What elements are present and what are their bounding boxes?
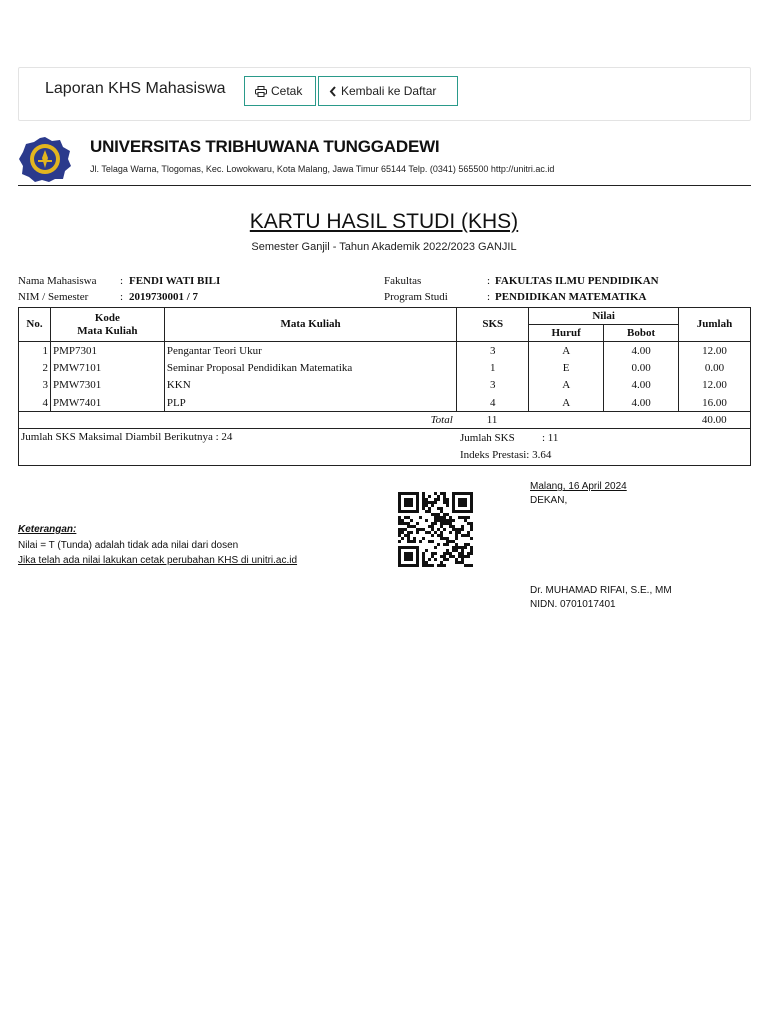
total-sks: 11 bbox=[457, 412, 529, 429]
nim-label: NIM / Semester bbox=[18, 291, 89, 303]
cell-sks: 1 bbox=[457, 359, 529, 377]
cell-sks: 3 bbox=[457, 377, 529, 395]
table-row bbox=[19, 377, 751, 395]
cell-bobot: 4.00 bbox=[604, 394, 679, 412]
cell-mata-kuliah: Pengantar Teori Ukur bbox=[164, 342, 456, 360]
qr-code bbox=[386, 484, 486, 568]
program-label: Program Studi bbox=[384, 291, 448, 303]
cell-kode: PMW7301 bbox=[50, 377, 164, 395]
cell-jumlah: 12.00 bbox=[679, 342, 751, 360]
notes-title: Keterangan: bbox=[18, 524, 77, 535]
header-kode bbox=[50, 308, 164, 342]
print-button[interactable] bbox=[244, 76, 316, 106]
cell-mata-kuliah: KKN bbox=[164, 377, 456, 395]
total-row bbox=[19, 412, 751, 429]
signature-nidn: NIDN. 0701017401 bbox=[530, 599, 616, 610]
cell-kode: PMW7401 bbox=[50, 394, 164, 412]
grades-table bbox=[18, 307, 751, 466]
cell-kode: PMP7301 bbox=[50, 342, 164, 360]
student-name-row bbox=[18, 273, 220, 289]
separator: : bbox=[120, 275, 124, 287]
cell-mata-kuliah: Seminar Proposal Pendidikan Matematika bbox=[164, 359, 456, 377]
student-name-label: Nama Mahasiswa bbox=[18, 275, 97, 287]
header-no: No. bbox=[19, 308, 51, 342]
student-nim-row bbox=[18, 289, 220, 305]
student-info-right bbox=[384, 273, 659, 305]
cell-no: 3 bbox=[19, 377, 51, 395]
cell-mata-kuliah: PLP bbox=[164, 394, 456, 412]
cell-jumlah: 16.00 bbox=[679, 394, 751, 412]
cell-huruf: A bbox=[529, 342, 604, 360]
printer-icon bbox=[255, 86, 267, 97]
cell-no: 2 bbox=[19, 359, 51, 377]
header-mata-kuliah: Mata Kuliah bbox=[164, 308, 456, 342]
cell-bobot: 0.00 bbox=[604, 359, 679, 377]
print-button-label: Cetak bbox=[271, 84, 303, 98]
student-name: FENDI WATI BILI bbox=[129, 275, 221, 287]
cell-sks: 3 bbox=[457, 342, 529, 360]
header-kode-line2: Mata Kuliah bbox=[77, 324, 138, 337]
separator: : bbox=[487, 291, 491, 303]
cell-kode: PMW7101 bbox=[50, 359, 164, 377]
signature-role: DEKAN, bbox=[530, 495, 568, 506]
header-nilai: Nilai bbox=[529, 308, 679, 325]
table-row bbox=[19, 359, 751, 377]
cell-huruf: A bbox=[529, 394, 604, 412]
header-sks: SKS bbox=[457, 308, 529, 342]
cell-bobot: 4.00 bbox=[604, 342, 679, 360]
faculty-label: Fakultas bbox=[384, 275, 422, 287]
document-subtitle: Semester Ganjil - Tahun Akademik 2022/2023 GANJIL bbox=[251, 241, 517, 253]
jumlah-sks-label: Jumlah SKS bbox=[460, 431, 515, 444]
back-button-label: Kembali ke Daftar bbox=[341, 84, 437, 98]
university-address: Jl. Telaga Warna, Tlogomas, Kec. Lowokwaru, Kota Malang, Jawa Timur 65144 Telp. (0341) 565500 http://unitri.ac.id bbox=[90, 164, 555, 174]
separator: : bbox=[120, 291, 124, 303]
document-title: KARTU HASIL STUDI (KHS) bbox=[249, 210, 519, 233]
letterhead bbox=[18, 133, 751, 186]
student-info-left bbox=[18, 273, 220, 305]
header-bobot: Bobot bbox=[604, 325, 679, 342]
table-row bbox=[19, 394, 751, 412]
university-name: UNIVERSITAS TRIBHUWANA TUNGGADEWI bbox=[90, 137, 440, 156]
cell-jumlah: 12.00 bbox=[679, 377, 751, 395]
table-row bbox=[19, 342, 751, 360]
header-jumlah: Jumlah bbox=[679, 308, 751, 342]
jumlah-sks-value: : 11 bbox=[542, 431, 559, 444]
page-title: Laporan KHS Mahasiswa bbox=[45, 80, 226, 97]
table-header-row bbox=[19, 308, 751, 325]
program: PENDIDIKAN MATEMATIKA bbox=[495, 291, 647, 303]
notes-line-1: Nilai = T (Tunda) adalah tidak ada nilai dari dosen bbox=[18, 540, 239, 551]
top-bar bbox=[18, 67, 751, 121]
total-label: Total bbox=[19, 412, 457, 429]
back-to-list-button[interactable] bbox=[318, 76, 458, 106]
program-row bbox=[384, 289, 659, 305]
nim-semester: 2019730001 / 7 bbox=[129, 291, 199, 303]
total-jumlah: 40.00 bbox=[679, 412, 751, 429]
signature-place-date: Malang, 16 April 2024 bbox=[530, 481, 627, 492]
ip-value: : 3.64 bbox=[526, 448, 552, 461]
cell-huruf: A bbox=[529, 377, 604, 395]
signature-name: Dr. MUHAMAD RIFAI, S.E., MM bbox=[530, 585, 672, 596]
ip-label: Indeks Prestasi bbox=[460, 448, 527, 461]
chevron-left-icon bbox=[329, 86, 337, 97]
faculty: FAKULTAS ILMU PENDIDIKAN bbox=[495, 275, 659, 287]
header-kode-line1: Kode bbox=[94, 311, 120, 324]
separator: : bbox=[487, 275, 491, 287]
cell-jumlah: 0.00 bbox=[679, 359, 751, 377]
cell-huruf: E bbox=[529, 359, 604, 377]
summary-right bbox=[458, 429, 560, 465]
cell-no: 4 bbox=[19, 394, 51, 412]
cell-no: 1 bbox=[19, 342, 51, 360]
cell-sks: 4 bbox=[457, 394, 529, 412]
max-sks-next: Jumlah SKS Maksimal Diambil Berikutnya : 24 bbox=[21, 431, 233, 443]
cell-bobot: 4.00 bbox=[604, 377, 679, 395]
notes-line-2[interactable]: Jika telah ada nilai lakukan cetak perubahan KHS di unitri.ac.id bbox=[18, 555, 298, 566]
summary-row bbox=[19, 429, 751, 466]
university-logo bbox=[18, 136, 72, 182]
faculty-row bbox=[384, 273, 659, 289]
header-huruf: Huruf bbox=[529, 325, 604, 342]
